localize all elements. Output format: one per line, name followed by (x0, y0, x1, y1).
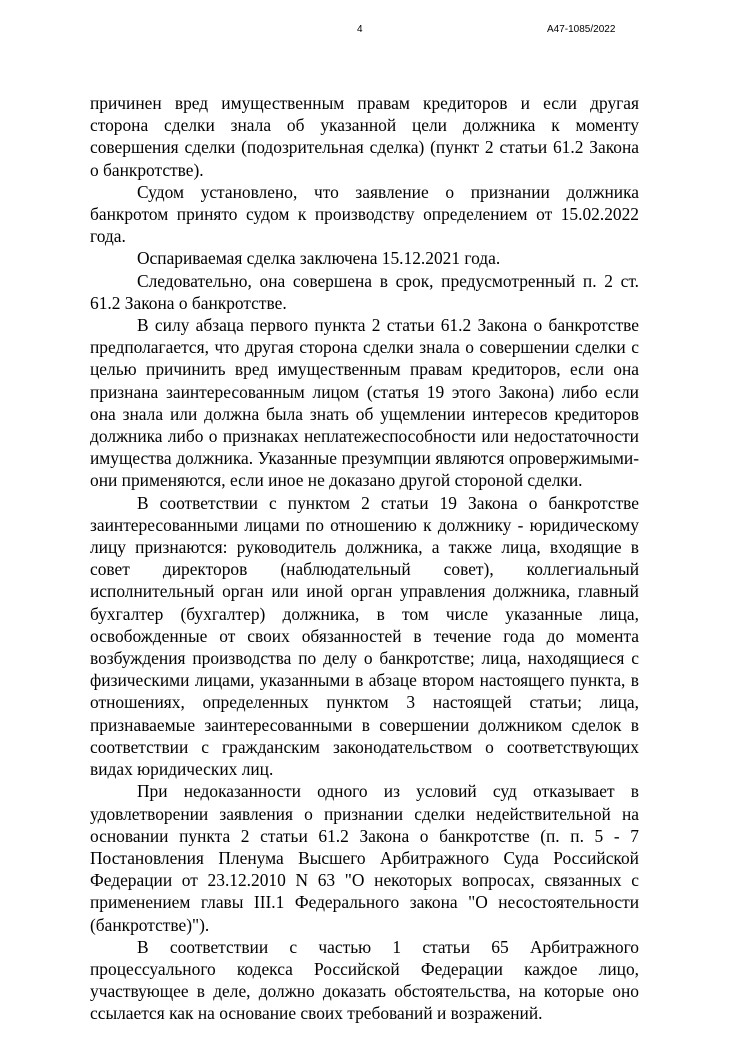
paragraph-8: В соответствии с частью 1 статьи 65 Арбитражного процессуального кодекса Российской Федерации каждое лицо, участвующее в деле, должно доказать обстоятельства, на которые оно ссылается как на основание своих требований и возражений. (90, 936, 639, 1024)
paragraph-4: Следовательно, она совершена в срок, предусмотренный п. 2 ст. 61.2 Закона о банкротстве. (90, 270, 639, 313)
case-number: А47-1085/2022 (547, 24, 616, 35)
paragraph-6: В соответствии с пунктом 2 статьи 19 Закона о банкротстве заинтересованными лицами по отношению к должнику - юридическому лицу признаются: руководитель должника, а также лица, входящие в совет директоров (наблюдательный совет), коллегиальный исполнительный орган или иной орган управления должника, главный бухгалтер (бухгалтер) должника, в том числе указанные лица, освобожденные от своих обязанностей в течение года до момента возбуждения производства по делу о банкротстве; лица, находящиеся с физическими лицами, указанными в абзаце втором настоящего пункта, в отношениях, определенных пунктом 3 настоящей статьи; лица, признаваемые заинтересованными в совершении должником сделок в соответствии с гражданским законодательством о соответствующих видах юридических лиц. (90, 492, 639, 780)
paragraph-2: Судом установлено, что заявление о признании должника банкротом принято судом к производству определением от 15.02.2022 года. (90, 181, 639, 247)
paragraph-7: При недоказанности одного из условий суд отказывает в удовлетворении заявления о признании сделки недействительной на основании пункта 2 статьи 61.2 Закона о банкротстве (п. п. 5 - 7 Постановления Пленума Высшего Арбитражного Суда Российской Федерации от 23.12.2010 N 63 "О некоторых вопросах, связанных с применением главы III.1 Федерального закона "О несостоятельности (банкротстве)"). (90, 781, 639, 935)
document-body (90, 92, 639, 1025)
paragraph-3: Оспариваемая сделка заключена 15.12.2021 года. (137, 248, 501, 269)
paragraph-1: причинен вред имущественным правам кредиторов и если другая сторона сделки знала об указанной цели должника к моменту совершения сделки (подозрительная сделка) (пункт 2 статьи 61.2 Закона о банкротстве). (90, 93, 639, 180)
paragraph-5: В силу абзаца первого пункта 2 статьи 61.2 Закона о банкротстве предполагается, что другая сторона сделки знала о совершении сделки с целью причинить вред имущественным правам кредиторов, если она признана заинтересованным лицом (статья 19 этого Закона) либо если она знала или должна была знать об ущемлении интересов кредиторов должника либо о признаках неплатежеспособности или недостаточности имущества должника. Указанные презумпции являются опровержимыми-они применяются, если иное не доказано другой стороной сделки. (90, 315, 639, 491)
page-number: 4 (357, 24, 363, 35)
